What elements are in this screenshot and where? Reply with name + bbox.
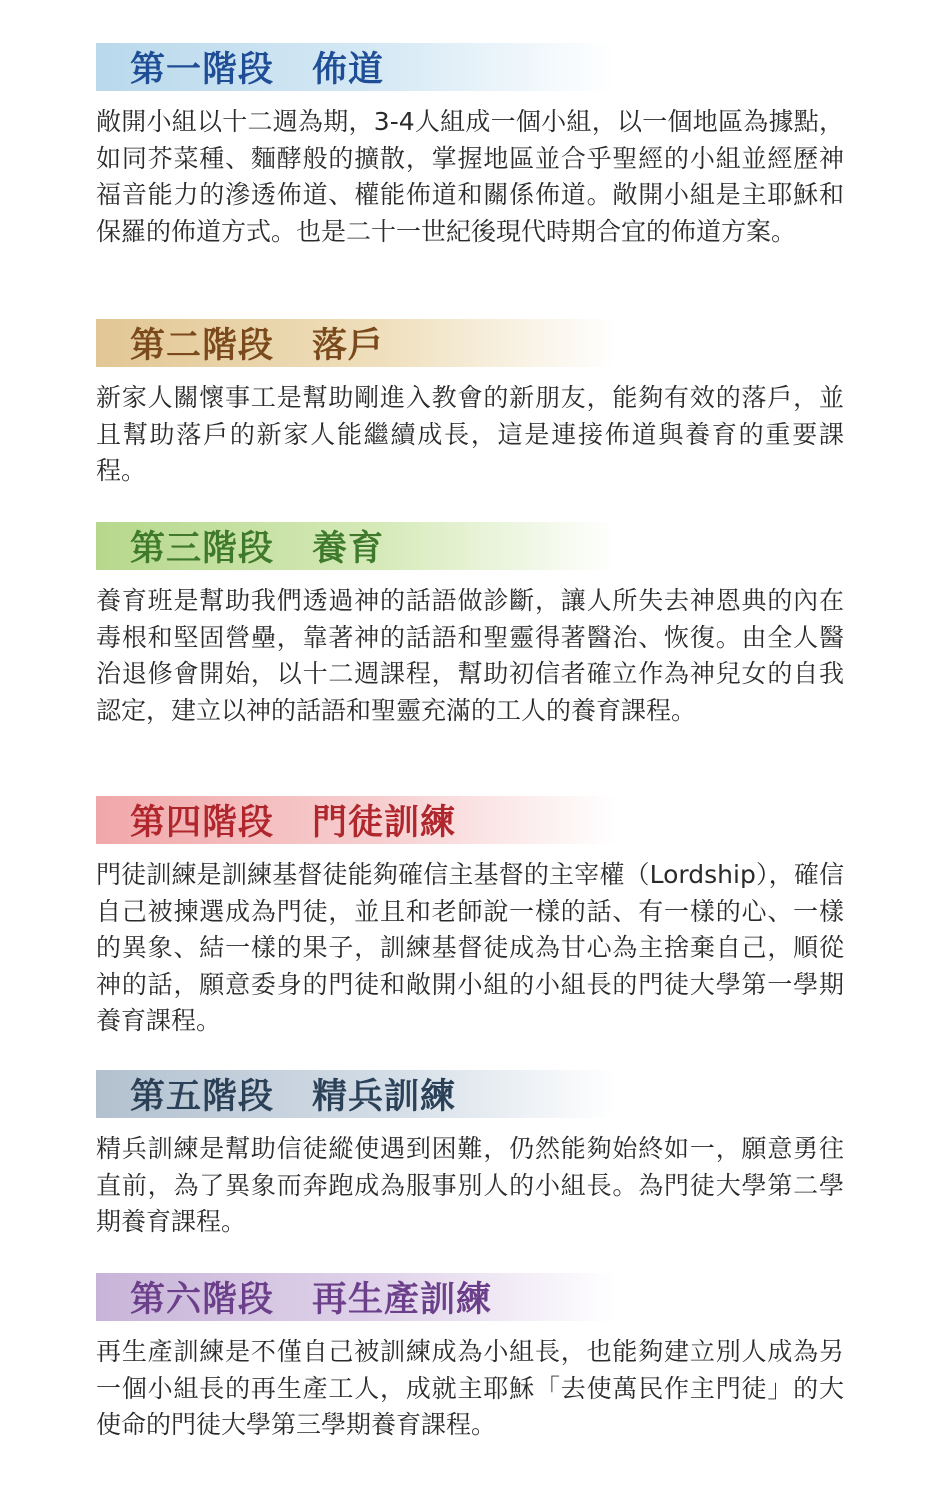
stage-5-name: 精兵訓練 (312, 1077, 457, 1117)
stage-4-name: 門徒訓練 (312, 803, 457, 843)
stage-6-body: 再生產訓練是不僅自己被訓練成為小組長，也能夠建立別人成為另一個小組長的再生產工人，成就主耶穌「去使萬民作主門徒」的大使命的門徒大學第三學期養育課程。 (96, 1337, 844, 1440)
stage-5-header (96, 1070, 616, 1118)
stage-1-name: 佈道 (312, 50, 385, 90)
stage-5-label: 第五階段 (130, 1077, 275, 1117)
stage-6-name: 再生產訓練 (312, 1280, 493, 1320)
stage-4-label: 第四階段 (130, 803, 275, 843)
stage-1-header (96, 43, 616, 91)
stage-3-label: 第三階段 (130, 529, 275, 569)
stage-1-body: 敞開小組以十二週為期，3-4人組成一個小組，以一個地區為據點，如同芥菜種、麵酵般的擴散，掌握地區並合乎聖經的小組並經歷神福音能力的滲透佈道、權能佈道和關係佈道。敞開小組是主耶穌和保羅的佈道方式。也是二十一世紀後現代時期合宜的佈道方案。 (96, 107, 844, 246)
stage-4-header (96, 796, 616, 844)
stage-2-header (96, 319, 616, 367)
stage-6-label: 第六階段 (130, 1280, 275, 1320)
stage-3-body: 養育班是幫助我們透過神的話語做診斷，讓人所失去神恩典的內在毒根和堅固營壘，靠著神的話語和聖靈得著醫治、恢復。由全人醫治退修會開始，以十二週課程，幫助初信者確立作為神兒女的自我認定，建立以神的話語和聖靈充滿的工人的養育課程。 (96, 586, 844, 725)
stage-2-name: 落戶 (312, 326, 385, 366)
stage-1-label: 第一階段 (130, 50, 275, 90)
stage-6-header (96, 1273, 616, 1321)
stage-3-name: 養育 (312, 529, 385, 569)
stage-4-body: 門徒訓練是訓練基督徒能夠確信主基督的主宰權（Lordship），確信自己被揀選成為門徒，並且和老師說一樣的話、有一樣的心、一樣的異象、結一樣的果子，訓練基督徒成為甘心為主捨棄自己，順從神的話，願意委身的門徒和敞開小組的小組長的門徒大學第一學期養育課程。 (96, 860, 844, 1036)
stage-2-label: 第二階段 (130, 326, 275, 366)
stage-3-header (96, 522, 616, 570)
stage-2-body: 新家人關懷事工是幫助剛進入教會的新朋友，能夠有效的落戶，並且幫助落戶的新家人能繼續成長，這是連接佈道與養育的重要課程。 (96, 383, 844, 486)
stage-5-body: 精兵訓練是幫助信徒縱使遇到困難，仍然能夠始終如一，願意勇往直前，為了異象而奔跑成為服事別人的小組長。為門徒大學第二學期養育課程。 (96, 1134, 844, 1237)
